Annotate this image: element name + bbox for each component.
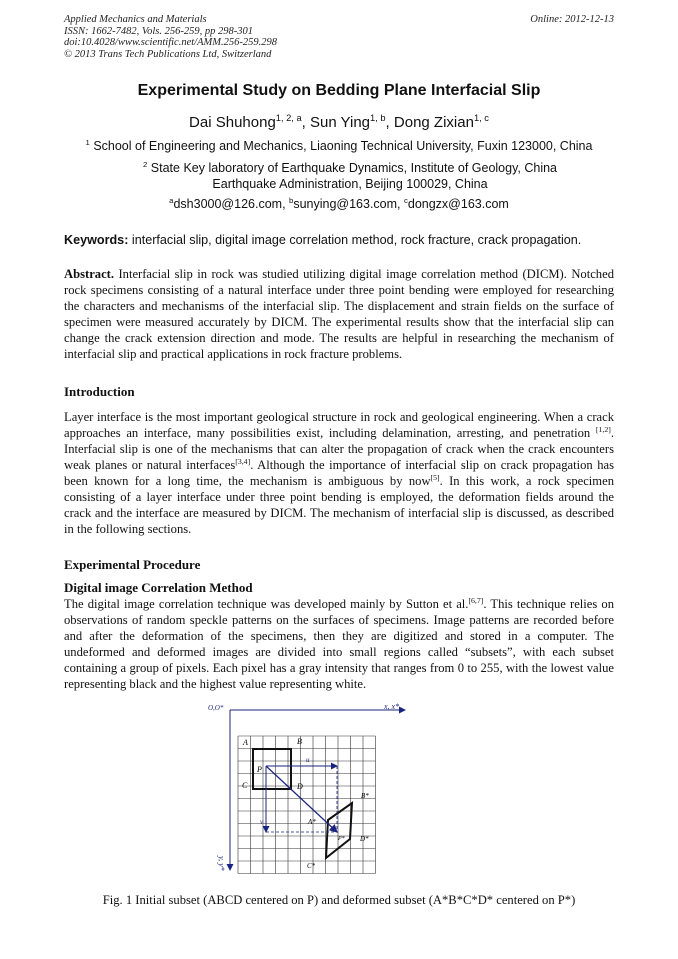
label-P: P — [257, 765, 262, 774]
introduction-paragraph — [64, 409, 614, 537]
figure-1-caption: Fig. 1 Initial subset (ABCD centered on P) and deformed subset (A*B*C*D* centered on P*) — [102, 893, 576, 907]
label-D: D — [297, 782, 303, 791]
abstract-label: Abstract. — [64, 267, 115, 281]
affiliation-1-marker: 1 — [85, 137, 90, 147]
paragraph-text: . Interfacial slip is one of the mechanisms that can alter the propagation of crack when the crack encounters weak planes or natural interfaces — [64, 426, 614, 472]
abstract-text: Interfacial slip in rock was studied utilizing digital image correlation method (DICM). Notched rock specimens consisting of a natural interface under three point bending were employed for researching the characters and mechanisms of the interfacial slip. The displacement and strain fields on the surface of specimen were measured accurately by DICM. The experimental results show that the interfacial slip can change the crack extension direction and mode. The results are helpful in researching the mechanism of interfacial slip and practical applications in rock fracture problems. — [64, 267, 614, 361]
author-affiliation-marker: 1, 2, a — [275, 113, 302, 123]
displacement-vector-arrow — [266, 766, 337, 832]
affiliation-2-marker: 2 — [142, 159, 148, 169]
email-marker: a — [169, 195, 174, 205]
author-separator: , — [301, 114, 310, 131]
label-P-star: P* — [338, 836, 345, 842]
author-list — [0, 114, 678, 131]
email-address: dongzx@163.com — [407, 197, 509, 211]
citation-marker: [5] — [430, 472, 440, 482]
email-address: dsh3000@126.com, — [173, 197, 290, 211]
doi-line: doi:10.4028/www.scientific.net/AMM.256-259.298 — [64, 37, 277, 48]
y-axis-label: y, y* — [217, 856, 226, 871]
email-address: sunying@163.com, — [293, 197, 404, 211]
author-name: Dai Shuhong — [189, 114, 276, 131]
origin-label: O,O* — [208, 704, 224, 712]
paper-title: Experimental Study on Bedding Plane Interfacial Slip — [137, 82, 541, 99]
affiliation-1-text: School of Engineering and Mechanics, Liaoning Technical University, Fuxin 123000, China — [93, 139, 593, 153]
citation-marker: [6,7] — [468, 595, 484, 605]
email-marker: c — [404, 195, 408, 205]
experimental-heading: Experimental Procedure — [64, 557, 201, 572]
dicm-subheading: Digital image Correlation Method — [64, 580, 253, 595]
affiliation-1 — [60, 138, 618, 154]
introduction-heading: Introduction — [64, 384, 135, 399]
keywords-text: interfacial slip, digital image correlation method, rock fracture, crack propagation. — [131, 233, 582, 247]
abstract — [64, 266, 614, 362]
x-axis-label: x, x* — [384, 702, 400, 711]
label-B: B — [297, 737, 302, 746]
issn-line: ISSN: 1662-7482, Vols. 256-259, pp 298-301 — [64, 25, 253, 37]
online-date: Online: 2012-12-13 — [530, 14, 614, 25]
paragraph-text: The digital image correlation technique was developed mainly by Sutton et al. — [64, 597, 469, 611]
label-A-star: A* — [308, 818, 316, 826]
running-header — [64, 14, 277, 60]
label-v: v — [260, 818, 264, 826]
label-C: C — [242, 781, 248, 790]
label-u: u — [306, 756, 310, 764]
affiliation-2-text: State Key laboratory of Earthquake Dynamics, Institute of Geology, China Earthquake Administration, Beijing 100029, China — [150, 161, 558, 191]
dicm-paragraph — [64, 596, 614, 692]
affiliation-2 — [110, 160, 590, 192]
email-marker: b — [289, 195, 294, 205]
keywords-label: Keywords: — [64, 233, 129, 247]
paragraph-text: . This technique relies on observations of random speckle patterns on the surfaces of specimens. Image patterns are recorded before and after the deformation of the specimens, then they are digitized and stored in a computer. The undeformed and deformed images are divided into small regions called “subsets”, with each subset containing a group of pixels. Each pixel has a gray intensity that ranges from 0 to 255, with the lowest value representing black and the highest value representing white. — [64, 597, 614, 691]
paragraph-text: . Although the importance of interfacial slip on crack propagation has been known for a long time, the mechanism is ambiguous by now — [64, 458, 614, 488]
author-name: Sun Ying — [309, 114, 371, 131]
author-name: Dong Zixian — [393, 114, 474, 131]
citation-marker: [1,2] — [595, 424, 611, 434]
paragraph-text: . In this work, a rock specimen consisting of a layer interface under three point bending is employed, the deformation fields around the crack and the interface are measured by DICM. The mechanism of interfacial slip is discussed, as described in the following sections. — [64, 474, 614, 536]
keywords — [64, 232, 614, 248]
figure-1-diagram — [200, 700, 420, 880]
copyright-line: © 2013 Trans Tech Publications Ltd, Switzerland — [64, 48, 272, 60]
label-C-star: C* — [307, 862, 316, 870]
journal-name: Applied Mechanics and Materials — [64, 14, 207, 25]
email-list — [60, 196, 618, 212]
label-A: A — [243, 738, 248, 747]
author-affiliation-marker: 1, b — [370, 113, 386, 123]
author-affiliation-marker: 1, c — [473, 113, 489, 123]
label-B-star: B* — [361, 792, 369, 800]
citation-marker: [3,4] — [235, 456, 251, 466]
author-separator: , — [385, 114, 394, 131]
label-D-star: D* — [360, 835, 369, 843]
paragraph-text: Layer interface is the most important geological structure in rock and geological engineering. When a crack approaches an interface, many possibilities exist, including delamination, arresting, and penetration — [64, 410, 614, 440]
